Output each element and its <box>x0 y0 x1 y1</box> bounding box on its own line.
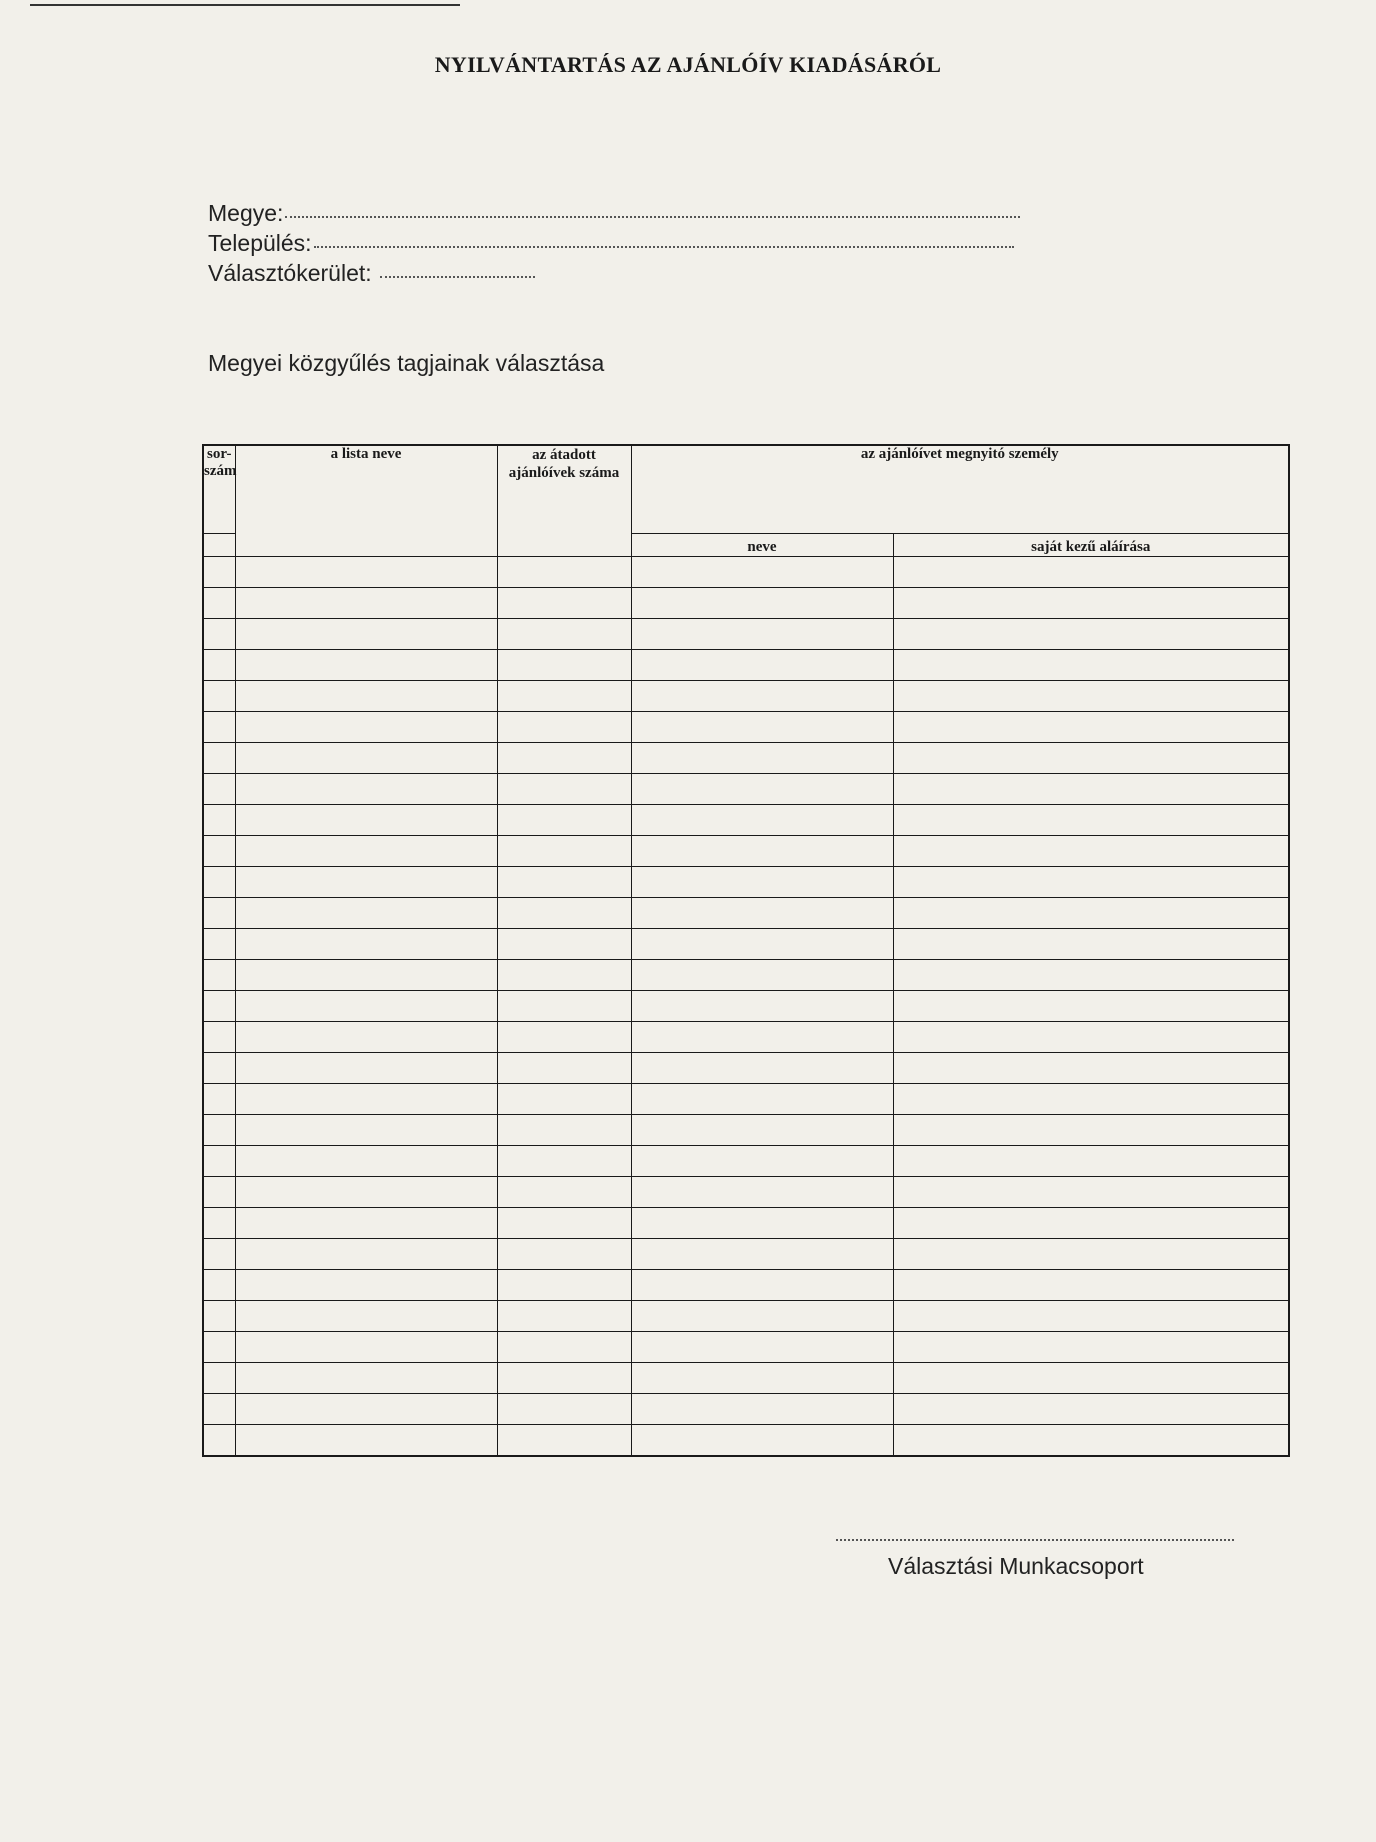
table-row <box>203 1145 1289 1176</box>
cell-neve[interactable] <box>631 1114 893 1145</box>
cell-neve[interactable] <box>631 804 893 835</box>
cell-neve[interactable] <box>631 1393 893 1424</box>
table-row <box>203 1300 1289 1331</box>
fill-line-valasztokerulet[interactable] <box>380 258 535 278</box>
cell-alairas[interactable] <box>893 649 1289 680</box>
cell-row-number[interactable] <box>203 649 235 680</box>
table-row <box>203 1114 1289 1145</box>
cell-neve[interactable] <box>631 1021 893 1052</box>
table-row <box>203 618 1289 649</box>
cell-lista-neve[interactable] <box>235 1176 497 1207</box>
field-label-telepules: Település: <box>208 230 312 256</box>
cell-lista-neve[interactable] <box>235 1393 497 1424</box>
table-row <box>203 1331 1289 1362</box>
cell-alairas[interactable] <box>893 1393 1289 1424</box>
cell-row-number[interactable] <box>203 990 235 1021</box>
table-row <box>203 711 1289 742</box>
cell-atadott-szama[interactable] <box>497 897 631 928</box>
cell-atadott-szama[interactable] <box>497 959 631 990</box>
cell-atadott-szama[interactable] <box>497 1207 631 1238</box>
cell-alairas[interactable] <box>893 1269 1289 1300</box>
cell-alairas[interactable] <box>893 742 1289 773</box>
cell-alairas[interactable] <box>893 587 1289 618</box>
cell-neve[interactable] <box>631 835 893 866</box>
cell-lista-neve[interactable] <box>235 835 497 866</box>
cell-lista-neve[interactable] <box>235 1300 497 1331</box>
cell-atadott-szama[interactable] <box>497 1114 631 1145</box>
cell-row-number[interactable] <box>203 1207 235 1238</box>
cell-atadott-szama[interactable] <box>497 711 631 742</box>
cell-atadott-szama[interactable] <box>497 773 631 804</box>
cell-lista-neve[interactable] <box>235 1083 497 1114</box>
header-neve: neve <box>631 533 893 556</box>
table-row <box>203 1176 1289 1207</box>
cell-lista-neve[interactable] <box>235 680 497 711</box>
cell-neve[interactable] <box>631 1424 893 1456</box>
top-rule <box>30 4 460 6</box>
cell-row-number[interactable] <box>203 835 235 866</box>
cell-lista-neve[interactable] <box>235 1052 497 1083</box>
cell-atadott-szama[interactable] <box>497 1269 631 1300</box>
table-row <box>203 1021 1289 1052</box>
cell-neve[interactable] <box>631 618 893 649</box>
cell-alairas[interactable] <box>893 990 1289 1021</box>
table-row <box>203 866 1289 897</box>
cell-lista-neve[interactable] <box>235 959 497 990</box>
cell-row-number[interactable] <box>203 1021 235 1052</box>
cell-atadott-szama[interactable] <box>497 1052 631 1083</box>
cell-lista-neve[interactable] <box>235 990 497 1021</box>
cell-atadott-szama[interactable] <box>497 1331 631 1362</box>
cell-neve[interactable] <box>631 1269 893 1300</box>
cell-lista-neve[interactable] <box>235 1145 497 1176</box>
fill-line-megye[interactable] <box>285 198 1020 218</box>
cell-row-number[interactable] <box>203 928 235 959</box>
cell-lista-neve[interactable] <box>235 1207 497 1238</box>
cell-neve[interactable] <box>631 1238 893 1269</box>
cell-atadott-szama[interactable] <box>497 618 631 649</box>
cell-row-number[interactable] <box>203 1052 235 1083</box>
signature-label: Választási Munkacsoport <box>888 1553 1144 1579</box>
register-table <box>202 444 1290 1457</box>
cell-atadott-szama[interactable] <box>497 1424 631 1456</box>
cell-row-number[interactable] <box>203 1362 235 1393</box>
cell-atadott-szama[interactable] <box>497 1238 631 1269</box>
cell-lista-neve[interactable] <box>235 742 497 773</box>
cell-alairas[interactable] <box>893 928 1289 959</box>
cell-alairas[interactable] <box>893 1300 1289 1331</box>
cell-atadott-szama[interactable] <box>497 928 631 959</box>
cell-neve[interactable] <box>631 1176 893 1207</box>
cell-row-number[interactable] <box>203 866 235 897</box>
cell-alairas[interactable] <box>893 1145 1289 1176</box>
cell-row-number[interactable] <box>203 1083 235 1114</box>
table-row <box>203 1362 1289 1393</box>
document-title: NYILVÁNTARTÁS AZ AJÁNLÓÍV KIADÁSÁRÓL <box>434 52 942 77</box>
cell-lista-neve[interactable] <box>235 1269 497 1300</box>
table-row <box>203 928 1289 959</box>
cell-row-number[interactable] <box>203 959 235 990</box>
cell-atadott-szama[interactable] <box>497 1362 631 1393</box>
header-row-number: sor-szám <box>203 445 235 533</box>
cell-lista-neve[interactable] <box>235 1424 497 1456</box>
header-atadott-szama: az átadott ajánlóívek száma <box>497 445 631 556</box>
cell-neve[interactable] <box>631 773 893 804</box>
cell-lista-neve[interactable] <box>235 1331 497 1362</box>
table-row <box>203 742 1289 773</box>
cell-row-number[interactable] <box>203 711 235 742</box>
cell-alairas[interactable] <box>893 556 1289 587</box>
cell-lista-neve[interactable] <box>235 1238 497 1269</box>
cell-neve[interactable] <box>631 1083 893 1114</box>
cell-lista-neve[interactable] <box>235 804 497 835</box>
field-megye <box>208 198 1020 228</box>
cell-alairas[interactable] <box>893 959 1289 990</box>
cell-neve[interactable] <box>631 556 893 587</box>
cell-lista-neve[interactable] <box>235 587 497 618</box>
election-subtitle: Megyei közgyűlés tagjainak választása <box>208 350 605 376</box>
cell-neve[interactable] <box>631 1362 893 1393</box>
table-row <box>203 1083 1289 1114</box>
cell-row-number[interactable] <box>203 1393 235 1424</box>
field-valasztokerulet <box>208 258 1020 288</box>
cell-alairas[interactable] <box>893 1238 1289 1269</box>
header-alairas: saját kezű aláírása <box>893 533 1289 556</box>
cell-atadott-szama[interactable] <box>497 990 631 1021</box>
cell-alairas[interactable] <box>893 804 1289 835</box>
cell-atadott-szama[interactable] <box>497 587 631 618</box>
cell-neve[interactable] <box>631 928 893 959</box>
table-row <box>203 959 1289 990</box>
cell-atadott-szama[interactable] <box>497 835 631 866</box>
cell-atadott-szama[interactable] <box>497 649 631 680</box>
cell-alairas[interactable] <box>893 773 1289 804</box>
cell-lista-neve[interactable] <box>235 649 497 680</box>
table-row <box>203 773 1289 804</box>
cell-alairas[interactable] <box>893 866 1289 897</box>
cell-row-number[interactable] <box>203 1145 235 1176</box>
cell-neve[interactable] <box>631 1145 893 1176</box>
cell-row-number[interactable] <box>203 556 235 587</box>
table-row <box>203 1207 1289 1238</box>
cell-alairas[interactable] <box>893 680 1289 711</box>
field-label-valasztokerulet: Választókerület: <box>208 260 372 286</box>
table-row <box>203 680 1289 711</box>
cell-neve[interactable] <box>631 897 893 928</box>
cell-row-number[interactable] <box>203 1269 235 1300</box>
cell-neve[interactable] <box>631 1207 893 1238</box>
signature-line[interactable] <box>836 1539 1234 1541</box>
cell-lista-neve[interactable] <box>235 1362 497 1393</box>
cell-alairas[interactable] <box>893 1424 1289 1456</box>
table-row <box>203 556 1289 587</box>
cell-atadott-szama[interactable] <box>497 804 631 835</box>
table-row <box>203 649 1289 680</box>
cell-row-number[interactable] <box>203 1238 235 1269</box>
cell-neve[interactable] <box>631 680 893 711</box>
cell-row-number[interactable] <box>203 773 235 804</box>
field-telepules <box>208 228 1020 258</box>
cell-lista-neve[interactable] <box>235 618 497 649</box>
cell-neve[interactable] <box>631 587 893 618</box>
cell-row-number[interactable] <box>203 1300 235 1331</box>
cell-row-number[interactable] <box>203 618 235 649</box>
cell-row-number[interactable] <box>203 1114 235 1145</box>
cell-row-number[interactable] <box>203 1331 235 1362</box>
cell-neve[interactable] <box>631 1300 893 1331</box>
field-label-megye: Megye: <box>208 200 284 226</box>
cell-atadott-szama[interactable] <box>497 742 631 773</box>
cell-atadott-szama[interactable] <box>497 1176 631 1207</box>
cell-alairas[interactable] <box>893 1083 1289 1114</box>
header-lista-neve: a lista neve <box>235 445 497 556</box>
cell-neve[interactable] <box>631 1052 893 1083</box>
cell-neve[interactable] <box>631 1331 893 1362</box>
cell-alairas[interactable] <box>893 711 1289 742</box>
cell-atadott-szama[interactable] <box>497 1393 631 1424</box>
cell-row-number[interactable] <box>203 1424 235 1456</box>
cell-alairas[interactable] <box>893 1331 1289 1362</box>
header-row-number-sub <box>203 533 235 556</box>
cell-lista-neve[interactable] <box>235 711 497 742</box>
table-row <box>203 1424 1289 1456</box>
cell-atadott-szama[interactable] <box>497 866 631 897</box>
table-row <box>203 835 1289 866</box>
cell-row-number[interactable] <box>203 680 235 711</box>
cell-row-number[interactable] <box>203 897 235 928</box>
cell-alairas[interactable] <box>893 897 1289 928</box>
cell-alairas[interactable] <box>893 1114 1289 1145</box>
cell-atadott-szama[interactable] <box>497 1145 631 1176</box>
cell-neve[interactable] <box>631 742 893 773</box>
cell-neve[interactable] <box>631 959 893 990</box>
cell-atadott-szama[interactable] <box>497 1300 631 1331</box>
cell-alairas[interactable] <box>893 1176 1289 1207</box>
table-row <box>203 990 1289 1021</box>
table-row <box>203 1393 1289 1424</box>
header-megnyito-szemely: az ajánlóívet megnyitó személy <box>631 445 1289 533</box>
cell-lista-neve[interactable] <box>235 1114 497 1145</box>
cell-row-number[interactable] <box>203 587 235 618</box>
cell-neve[interactable] <box>631 866 893 897</box>
cell-neve[interactable] <box>631 649 893 680</box>
cell-alairas[interactable] <box>893 835 1289 866</box>
cell-atadott-szama[interactable] <box>497 680 631 711</box>
table-row <box>203 587 1289 618</box>
table-row <box>203 1269 1289 1300</box>
cell-row-number[interactable] <box>203 742 235 773</box>
cell-alairas[interactable] <box>893 1362 1289 1393</box>
cell-atadott-szama[interactable] <box>497 556 631 587</box>
cell-lista-neve[interactable] <box>235 897 497 928</box>
cell-alairas[interactable] <box>893 1207 1289 1238</box>
cell-alairas[interactable] <box>893 618 1289 649</box>
table-row <box>203 897 1289 928</box>
cell-alairas[interactable] <box>893 1021 1289 1052</box>
cell-neve[interactable] <box>631 711 893 742</box>
header-fields <box>208 198 1020 288</box>
cell-row-number[interactable] <box>203 1176 235 1207</box>
cell-alairas[interactable] <box>893 1052 1289 1083</box>
cell-lista-neve[interactable] <box>235 866 497 897</box>
cell-neve[interactable] <box>631 990 893 1021</box>
table-row <box>203 1052 1289 1083</box>
cell-row-number[interactable] <box>203 804 235 835</box>
cell-lista-neve[interactable] <box>235 928 497 959</box>
cell-atadott-szama[interactable] <box>497 1021 631 1052</box>
table-row <box>203 1238 1289 1269</box>
table-row <box>203 804 1289 835</box>
fill-line-telepules[interactable] <box>314 228 1014 248</box>
cell-lista-neve[interactable] <box>235 1021 497 1052</box>
cell-lista-neve[interactable] <box>235 556 497 587</box>
cell-lista-neve[interactable] <box>235 773 497 804</box>
cell-atadott-szama[interactable] <box>497 1083 631 1114</box>
